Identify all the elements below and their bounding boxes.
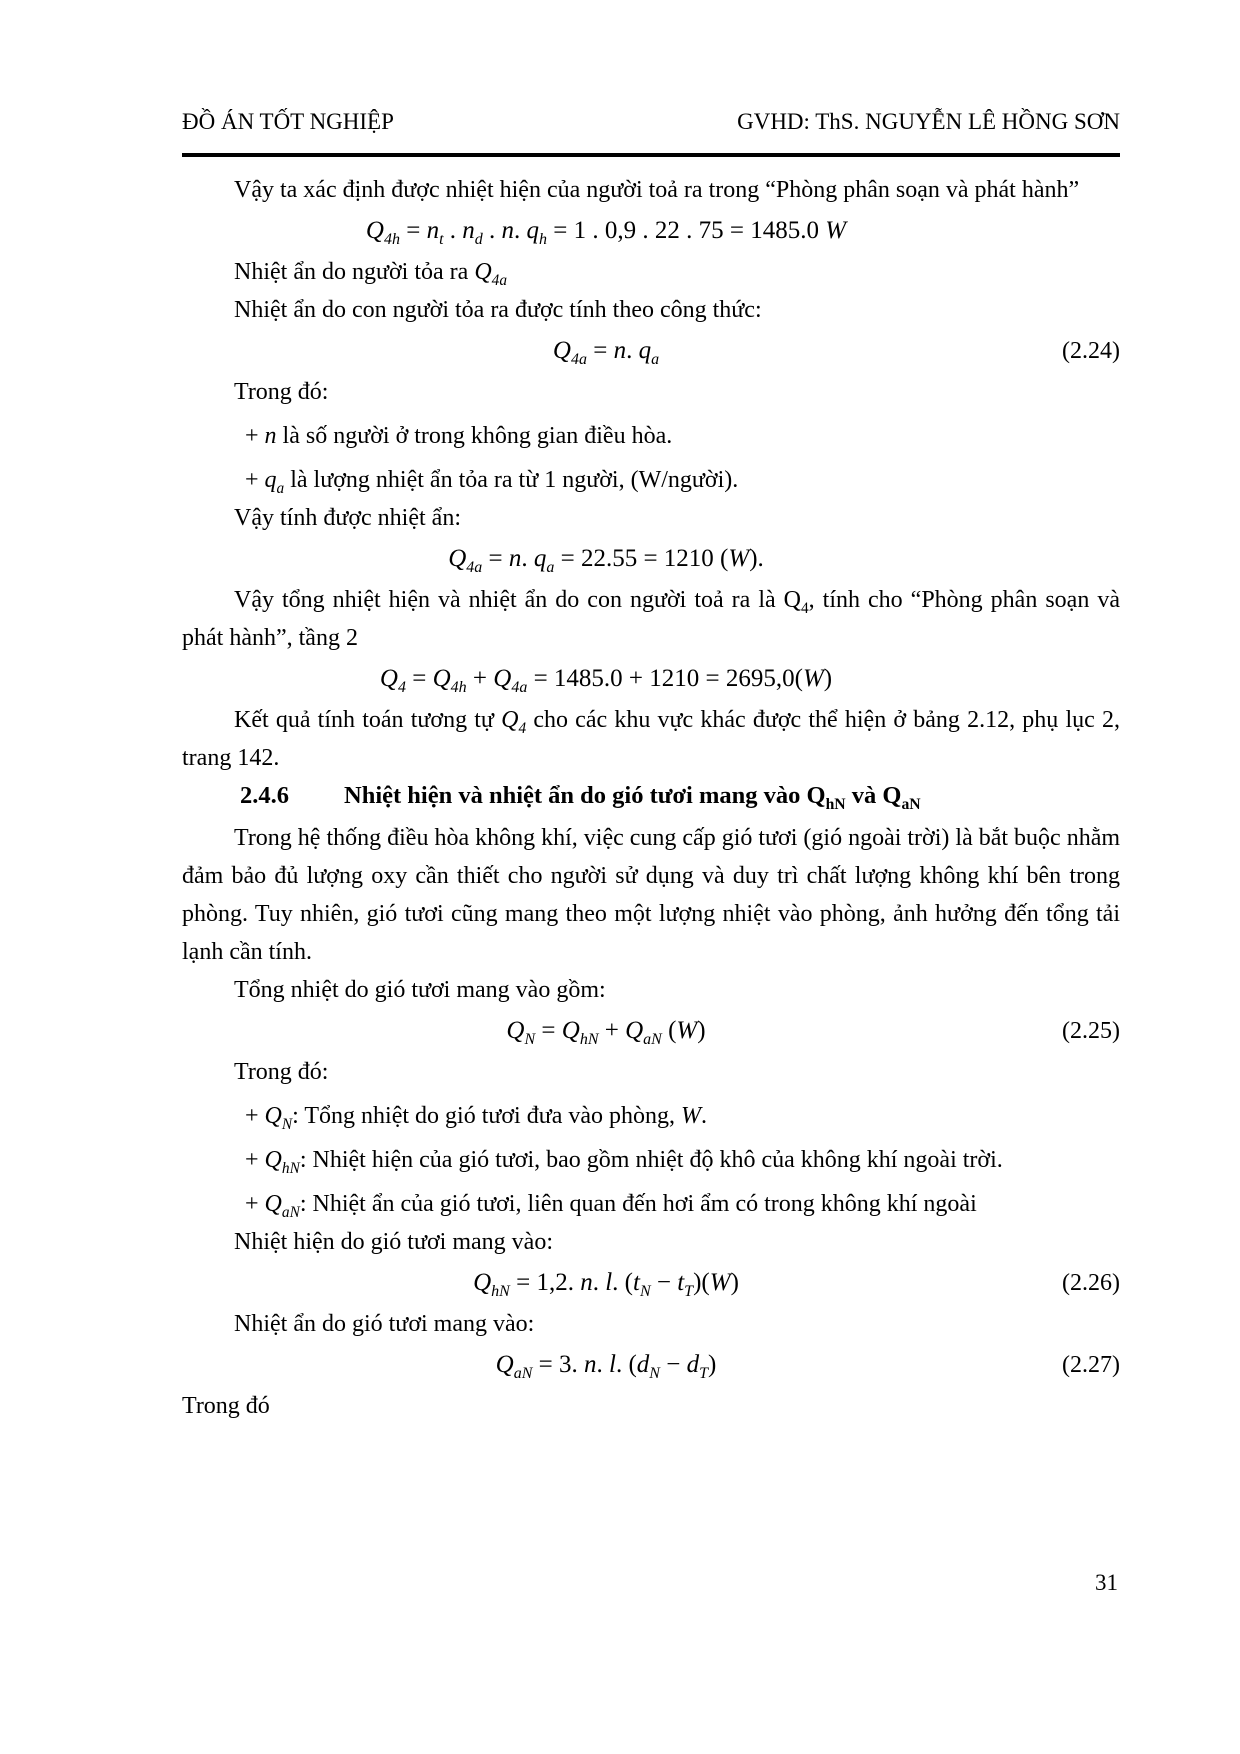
page-number: 31 [1095,1570,1118,1595]
equation-formula: $Q_{4a} = n$. $q_a = 22.55 = 1210$ (W). [448,545,764,576]
header-rule [182,153,1120,157]
equation-formula: $Q_{4h} = n_t$ . $n_d$ . n. $q_h = 1$ . 0,9 . 22 . 75 = 1485.0 W [365,217,847,248]
paragraph: Vậy ta xác định được nhiệt hiện của người toả ra trong “Phòng phân soạn và phát hành” [234,177,1080,203]
document-body [182,171,1120,1425]
header-right-supervisor: GVHD: ThS. NGUYỄN LÊ HỒNG SƠN [737,109,1120,134]
equation-number: (2.24) [1062,338,1120,364]
paragraph: Trong đó: [234,379,329,405]
paragraph: Nhiệt ẩn do người tỏa ra $Q_{4a}$ [234,259,508,289]
list-item: + $Q_{aN}$: Nhiệt ẩn của gió tươi, liên quan đến hơi ẩm có trong không khí ngoài [245,1191,977,1221]
equation-formula: $Q_4 = Q_{4h} + Q_{4a} = 1485.0 + 1210 = 2695,0(W)$ [379,665,833,696]
equation [182,660,1120,698]
paragraph: Trong đó [182,1393,270,1419]
equation [182,212,1120,250]
paragraph: Vậy tính được nhiệt ẩn: [234,505,461,531]
equation-formula: $Q_{hN} = 1,2$. n. l. $(t_N - t_T)(W)$ [473,1269,739,1300]
paragraph: Nhiệt ẩn do con người tỏa ra được tính theo công thức: [234,297,762,323]
header-left-title: ĐỒ ÁN TỐT NGHIỆP [182,109,394,134]
list-item: + $Q_N$: Tổng nhiệt do gió tươi đưa vào phòng, W. [245,1103,708,1133]
section-heading [240,777,1120,815]
section-number: 2.4.6 [240,782,289,809]
equation [182,540,1120,578]
page-header [182,106,1120,138]
list-item: + $Q_{hN}$: Nhiệt hiện của gió tươi, bao gồm nhiệt độ khô của không khí ngoài trời. [245,1147,1003,1177]
equation [182,1264,1120,1302]
section-title: Nhiệt hiện và nhiệt ẩn do gió tươi mang vào $Q_{hN}$ và $Q_{aN}$ [344,782,921,813]
equation-formula: $Q_{aN} = 3$. n. l. $(d_N - d_T)$ [495,1351,717,1382]
paragraph: Nhiệt hiện do gió tươi mang vào: [234,1229,553,1255]
equation-number: (2.27) [1062,1352,1120,1378]
equation [182,1346,1120,1384]
equation-formula: $Q_{4a} = n$. $q_a$ [552,337,660,368]
equation-number: (2.25) [1062,1018,1120,1044]
list-item: + $q_a$ là lượng nhiệt ẩn tỏa ra từ 1 người, (W/người). [245,467,739,497]
equation-formula: $Q_N = Q_{hN} + Q_{aN}$ (W) [506,1017,706,1048]
paragraph: Trong hệ thống điều hòa không khí, việc cung cấp gió tươi (gió ngoài trời) là bắt buộc nhằm đảm bảo đủ lượng oxy cần thiết cho người sử dụng và duy trì chất lượng không khí bên trong phòng. Tuy nhiên, gió tươi cũng mang theo một lượng nhiệt vào phòng, ảnh hưởng đến tổng tải lạnh cần tính. [182,825,1121,965]
equation [182,332,1120,370]
equation [182,1012,1120,1050]
paragraph: Trong đó: [234,1059,329,1085]
paragraph: Nhiệt ẩn do gió tươi mang vào: [234,1311,535,1337]
paragraph: Kết quả tính toán tương tự $Q_4$ cho các khu vực khác được thể hiện ở bảng 2.12, phụ lục 2, trang 142. [182,707,1120,771]
equation-number: (2.26) [1062,1270,1120,1296]
paragraph: Tổng nhiệt do gió tươi mang vào gồm: [234,977,606,1003]
list-item: + n là số người ở trong không gian điều hòa. [245,423,673,449]
paragraph: Vậy tổng nhiệt hiện và nhiệt ẩn do con người toả ra là $Q_4$, tính cho “Phòng phân soạn và phát hành”, tầng 2 [182,587,1120,651]
